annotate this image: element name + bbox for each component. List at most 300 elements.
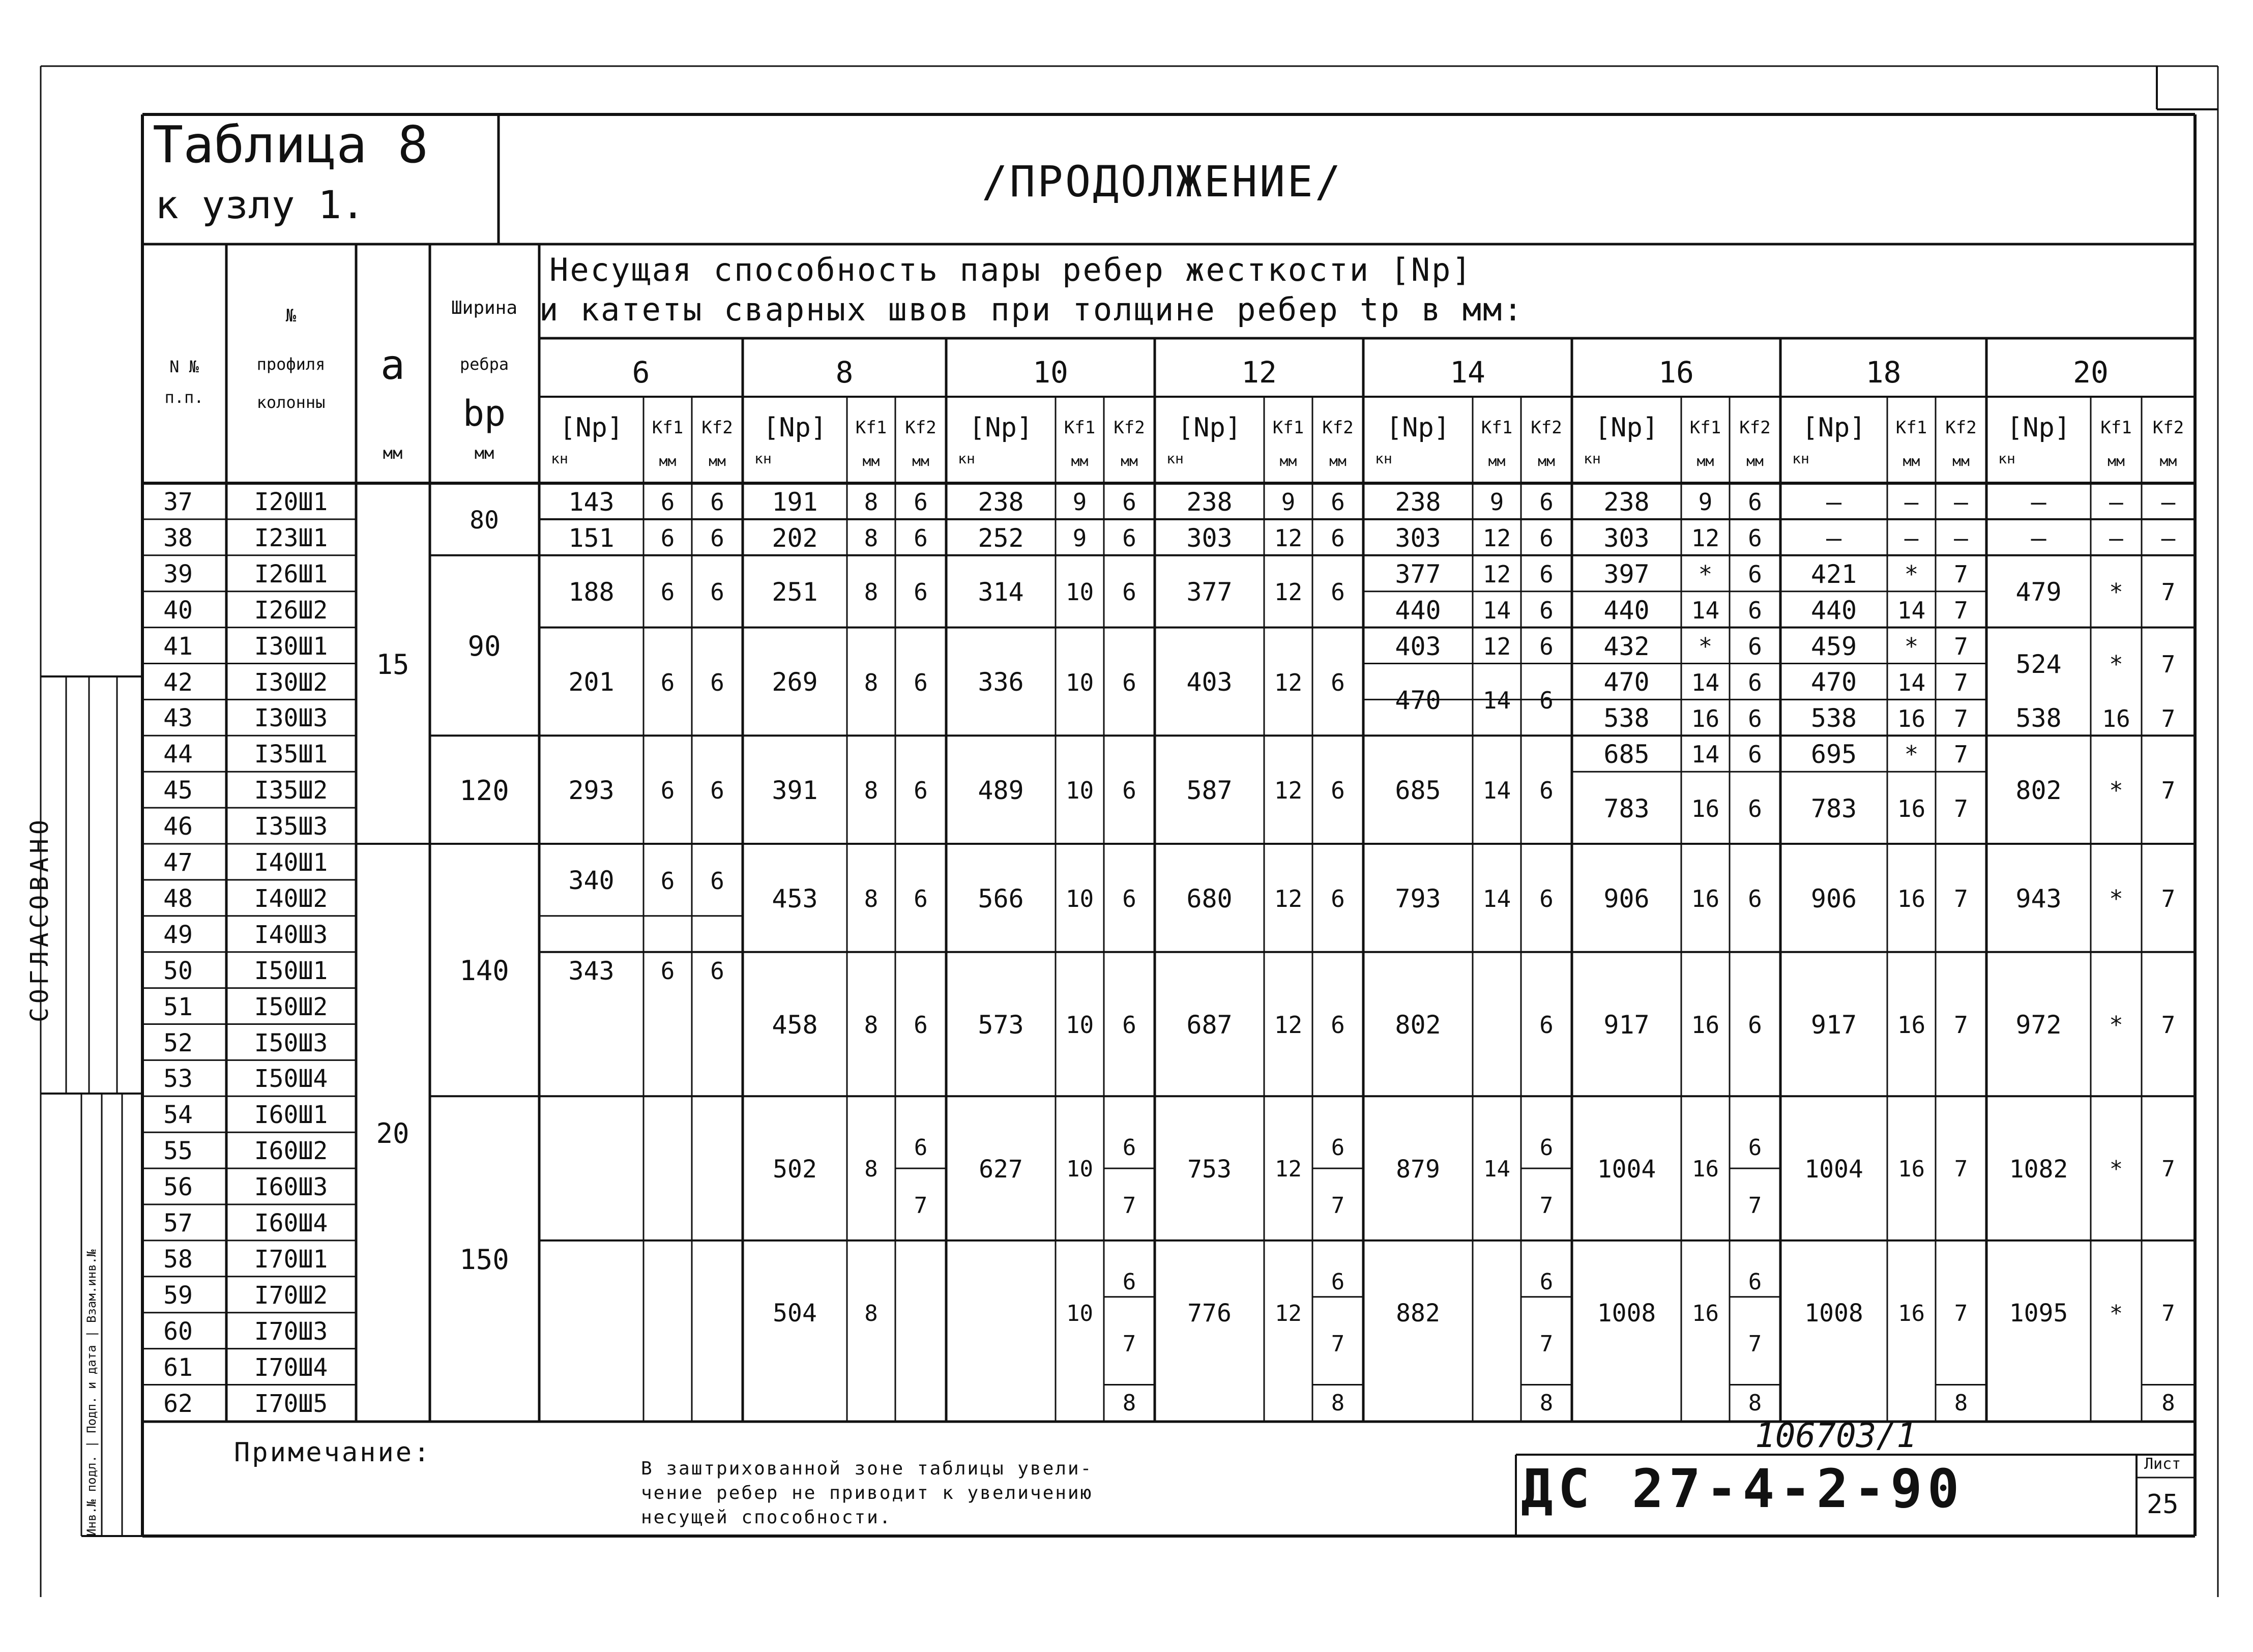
cell-value: 7 [1954,1011,1968,1039]
cell-value: * [2109,777,2123,805]
kf2-value: 7 [1122,1192,1136,1219]
kf1-header: Kf1 [1064,418,1096,438]
width-header: Ширина [451,298,518,319]
row-profile: I60Ш2 [254,1137,328,1166]
kf2-value: 6 [1122,1268,1136,1295]
cell-value: 16 [1897,885,1926,913]
cell-value: * [1698,560,1713,588]
cell-value: 8 [864,524,879,552]
cell-value: 16 [1691,704,1720,732]
thickness-header: 12 [1241,355,1277,390]
np-header: [Nр] [559,412,624,444]
kf2-value: 8 [1954,1390,1968,1417]
cell-value: 293 [568,776,615,806]
kf1-unit: мм [862,452,880,469]
cell-value: 8 [864,578,879,606]
cell-value: 6 [914,668,928,696]
width-unit: мм [474,444,494,463]
cell-value: — [2161,524,2176,552]
kf2-value: 6 [914,1135,928,1161]
a-value: 20 [376,1117,409,1149]
cell-value: 6 [1748,885,1762,913]
cell-value: 479 [2015,577,2062,607]
cell-value: 906 [1810,883,1857,913]
cell-value: 16 [1898,1300,1925,1326]
kf1-header: Kf1 [1481,418,1513,438]
cell-value: 14 [1482,596,1511,624]
cell-value: 6 [1122,1011,1136,1039]
cell-value: 6 [710,957,724,985]
cell-value: 6 [1122,777,1136,805]
cell-value: 10 [1065,885,1094,913]
cell-value: 7 [2161,578,2176,606]
cell-value: 10 [1065,578,1094,606]
cell-value: 12 [1482,560,1511,588]
np-header: [Nр] [763,412,827,444]
kf2-value: 6 [1748,1135,1762,1161]
cell-value: 6 [1331,524,1345,552]
cell-value: 502 [773,1155,817,1184]
kf1-unit: мм [1279,452,1297,469]
kf1-unit: мм [1903,452,1920,469]
np-header: [Nр] [1802,412,1866,444]
cell-value: 238 [1395,487,1441,517]
cell-value: 16 [1691,794,1720,822]
cell-value: 6 [660,578,675,606]
profile-header: № [285,306,297,327]
cell-value: 377 [1395,559,1441,589]
cell-value: 906 [1603,883,1650,913]
row-number: 47 [163,848,193,877]
cell-value: 16 [1898,1156,1925,1182]
cell-value: 14 [1897,668,1926,696]
cell-value: 314 [978,577,1024,607]
cell-value: 303 [1603,523,1650,553]
cell-value: * [1904,560,1919,588]
row-number: 60 [163,1317,193,1346]
row-number: 61 [163,1353,193,1382]
cell-value: 7 [2161,651,2176,678]
kf2-value: 6 [1539,1135,1554,1161]
row-number: 45 [163,776,193,805]
cell-value: 10 [1065,1011,1094,1039]
cell-value: 6 [1331,578,1345,606]
kf2-value: 8 [1331,1390,1345,1417]
cell-value: 458 [772,1010,818,1040]
row-profile: I35Ш3 [254,812,328,841]
cell-value: 7 [1954,632,1968,660]
profile-header: профиля [256,355,326,374]
cell-value: 201 [568,667,615,697]
cell-value: 8 [864,1300,878,1326]
cell-value: 440 [1603,595,1650,625]
cell-value: 685 [1603,740,1650,770]
cell-value: 8 [864,1156,878,1182]
row-profile: I70Ш3 [254,1317,328,1346]
cell-value: 6 [914,885,928,913]
np-header: [Nр] [1386,412,1450,444]
cell-value: 8 [864,885,879,913]
sheet-number: 25 [2147,1489,2179,1520]
cell-value: 14 [1482,777,1511,805]
cell-value: 6 [1748,668,1762,696]
row-profile: I50Ш2 [254,992,328,1021]
row-number: 37 [163,488,193,517]
cell-value: — [1954,488,1968,516]
cell-value: 538 [1810,703,1857,733]
row-profile: I30Ш1 [254,632,328,661]
kf2-value: 7 [914,1192,928,1219]
kf1-header: Kf1 [2100,418,2132,438]
cell-value: 6 [660,867,675,895]
cell-value: 343 [568,956,615,986]
cell-value: 6 [1539,777,1554,805]
cell-value: 573 [978,1010,1024,1040]
cell-value: — [1904,488,1919,516]
row-number: 51 [163,992,193,1021]
cell-value: 340 [568,866,615,896]
row-number-header: N № [169,357,199,377]
cell-value: 538 [2015,703,2062,733]
row-profile: I35Ш1 [254,740,328,769]
cell-value: 303 [1186,523,1233,553]
cell-value: 972 [2015,1010,2062,1040]
cell-value: 8 [864,668,879,696]
cell-value: 6 [914,488,928,516]
cell-value: 6 [1539,560,1554,588]
cell-value: 538 [1603,703,1650,733]
row-number: 38 [163,523,193,552]
cell-value: 6 [914,777,928,805]
cell-value: 7 [1954,741,1968,769]
cell-value: 1004 [1804,1155,1863,1184]
kf1-unit: мм [1488,452,1506,469]
np-header: [Nр] [2006,412,2071,444]
row-number: 39 [163,559,193,588]
cell-value: 10 [1066,1156,1093,1182]
cell-value: 802 [2015,776,2062,806]
kf2-unit: мм [912,452,929,469]
document-code: ДС 27-4-2-90 [1521,1458,1965,1520]
cell-value: 470 [1395,685,1441,715]
cell-value: 403 [1186,667,1233,697]
cell-value: 12 [1275,1300,1302,1326]
kf1-unit: мм [659,452,677,469]
cell-value: 191 [772,487,818,517]
cell-value: 6 [710,777,724,805]
kf2-value: 6 [1539,1268,1554,1295]
cell-value: 6 [1748,596,1762,624]
cell-value: — [2031,487,2046,517]
cell-value: 14 [1691,596,1720,624]
cell-value: 238 [1186,487,1233,517]
row-profile: I40Ш2 [254,884,328,913]
kf1-header: Kf1 [1895,418,1927,438]
cell-value: 12 [1482,524,1511,552]
row-number: 62 [163,1389,193,1418]
cell-value: 6 [1539,1011,1554,1039]
cell-value: 6 [1331,885,1345,913]
row-profile: I40Ш3 [254,920,328,949]
row-number: 48 [163,884,193,913]
row-number: 41 [163,632,193,661]
cell-value: 8 [864,1011,879,1039]
kf2-value: 7 [1122,1331,1136,1358]
cell-value: 16 [1897,704,1926,732]
kf2-unit: мм [2159,452,2177,469]
thickness-header: 18 [1865,355,1901,390]
row-profile: I30Ш3 [254,704,328,733]
row-profile: I50Ш3 [254,1028,328,1057]
cell-value: 303 [1395,523,1441,553]
cell-value: 12 [1275,1156,1302,1182]
cell-value: 783 [1810,793,1857,823]
kf2-value: 8 [1748,1390,1762,1417]
cell-value: 7 [2161,1300,2175,1326]
cell-value: — [1826,523,1842,553]
cell-value: 687 [1186,1010,1233,1040]
cell-value: 6 [710,668,724,696]
np-unit: кн [1792,450,1809,467]
cell-value: 1008 [1597,1299,1656,1328]
cell-value: 6 [1122,488,1136,516]
cell-value: 336 [978,667,1024,697]
kf1-header: Kf1 [1689,418,1721,438]
row-number: 46 [163,812,193,841]
cell-value: 6 [1539,632,1554,660]
row-number: 42 [163,668,193,697]
cell-value: — [2031,523,2046,553]
cell-value: 6 [1748,794,1762,822]
cell-value: 7 [1954,885,1968,913]
cell-value: 459 [1810,631,1857,661]
row-profile: I26Ш2 [254,596,328,625]
kf2-header: Kf2 [1945,418,1977,438]
cell-value: 8 [864,777,879,805]
row-number: 43 [163,704,193,733]
cell-value: 9 [1489,488,1504,516]
kf2-value: 7 [1331,1331,1345,1358]
cell-value: 6 [1748,560,1762,588]
kf2-unit: мм [1329,452,1347,469]
cell-value: 12 [1274,1011,1303,1039]
cell-value: 6 [914,1011,928,1039]
cell-value: 7 [1954,704,1968,732]
row-profile: I35Ш2 [254,776,328,805]
kf2-value: 7 [1539,1192,1554,1219]
kf2-header: Kf2 [1322,418,1354,438]
inventory-number: 106703/1 [1755,1416,1917,1455]
cell-value: 269 [772,667,818,697]
cell-value: 587 [1186,776,1233,806]
note-text-line3: несущей способности. [641,1507,892,1528]
cell-value: 6 [1122,578,1136,606]
cell-value: 14 [1691,741,1720,769]
cell-value: 9 [1072,488,1087,516]
cell-value: 14 [1691,668,1720,696]
cell-value: 377 [1186,577,1233,607]
kf2-unit: мм [1121,452,1138,469]
cell-value: 627 [979,1155,1023,1184]
cell-value: 1004 [1597,1155,1656,1184]
np-unit: кн [754,450,772,467]
cell-value: 524 [2015,650,2062,679]
kf1-unit: мм [2108,452,2125,469]
cell-value: 251 [772,577,818,607]
cell-value: 7 [1954,794,1968,822]
width-value: 140 [459,955,509,987]
cell-value: 14 [1482,687,1511,715]
cell-value: 489 [978,776,1024,806]
kf2-unit: мм [1538,452,1555,469]
cell-value: 391 [772,776,818,806]
cell-value: 6 [1748,524,1762,552]
cell-value: 685 [1395,776,1441,806]
cell-value: 695 [1810,740,1857,770]
cell-value: — [1826,487,1842,517]
row-profile: I70Ш4 [254,1353,328,1382]
cell-value: 6 [1331,1011,1345,1039]
table-caption-line1: Несущая способность пары ребер жесткости [Nр] [549,251,1473,288]
np-header: [Nр] [969,412,1033,444]
cell-value: 6 [1748,488,1762,516]
kf1-header: Kf1 [1272,418,1304,438]
continuation-title: /ПРОДОЛЖЕНИЕ/ [982,157,1343,206]
cell-value: — [2109,524,2123,552]
cell-value: 6 [1748,632,1762,660]
cell-value: 753 [1187,1155,1232,1184]
cell-value: 238 [1603,487,1650,517]
row-profile: I23Ш1 [254,523,328,552]
row-profile: I20Ш1 [254,488,328,517]
cell-value: 12 [1274,524,1303,552]
a-value: 15 [376,648,409,681]
row-profile: I26Ш1 [254,559,328,588]
cell-value: 7 [1954,560,1968,588]
kf2-value: 7 [1331,1192,1345,1219]
cell-value: 12 [1274,885,1303,913]
cell-value: 6 [1331,488,1345,516]
cell-value: 397 [1603,559,1650,589]
cell-value: 12 [1274,777,1303,805]
kf2-value: 6 [1331,1135,1345,1161]
kf2-value: 8 [1122,1390,1136,1417]
node-label: к узлу 1. [155,182,365,227]
cell-value: 10 [1065,668,1094,696]
cell-value: 6 [1748,741,1762,769]
kf1-header: Kf1 [855,418,887,438]
thickness-header: 8 [835,355,854,390]
row-profile: I30Ш2 [254,668,328,697]
note-text-line1: В заштрихованной зоне таблицы увели- [641,1458,1093,1479]
cell-value: 6 [660,524,675,552]
cell-value: 16 [1692,1300,1719,1326]
cell-value: 7 [2161,885,2176,913]
np-unit: кн [1166,450,1184,467]
cell-value: 7 [2161,1011,2176,1039]
kf2-unit: мм [1746,452,1764,469]
cell-value: 6 [1539,596,1554,624]
profile-header: колонны [256,393,326,412]
cell-value: 6 [660,777,675,805]
cell-value: 6 [1331,777,1345,805]
kf2-header: Kf2 [701,418,733,438]
cell-value: 470 [1810,667,1857,697]
row-number: 53 [163,1065,193,1094]
kf2-header: Kf2 [1114,418,1145,438]
cell-value: 14 [1897,596,1926,624]
cell-value: 1095 [2009,1299,2068,1328]
cell-value: 9 [1072,524,1087,552]
table-caption-line2: и катеты сварных швов при толщине ребер tр в мм: [539,291,1524,328]
cell-value: — [2109,488,2123,516]
cell-value: 8 [864,488,879,516]
row-number: 59 [163,1281,193,1310]
cell-value: 7 [2161,1156,2175,1182]
cell-value: 470 [1603,667,1650,697]
cell-value: 16 [1691,885,1720,913]
row-number: 52 [163,1028,193,1057]
cell-value: 680 [1186,883,1233,913]
cell-value: 6 [710,524,724,552]
cell-value: 12 [1274,578,1303,606]
np-unit: кн [958,450,975,467]
kf2-value: 7 [1748,1331,1762,1358]
cell-value: 403 [1395,631,1441,661]
kf2-header: Kf2 [1531,418,1562,438]
np-unit: кн [1375,450,1392,467]
cell-value: * [2109,1300,2123,1326]
width-value: 150 [459,1243,509,1276]
cell-value: 440 [1810,595,1857,625]
agreed-label: СОГЛАСОВАНО [25,816,54,1022]
cell-value: 16 [1897,794,1926,822]
thickness-header: 6 [632,355,650,390]
row-number: 57 [163,1209,193,1238]
cell-value: 10 [1065,777,1094,805]
cell-value: 7 [1954,668,1968,696]
cell-value: 252 [978,523,1024,553]
width-header: ребра [459,355,509,374]
cell-value: 7 [1954,596,1968,624]
row-profile: I70Ш1 [254,1245,328,1274]
thickness-header: 14 [1450,355,1485,390]
cell-value: 202 [772,523,818,553]
cell-value: 793 [1395,883,1441,913]
cell-value: 6 [660,668,675,696]
kf2-value: 8 [1539,1390,1554,1417]
cell-value: * [1698,632,1713,660]
note-text-line2: чение ребер не приводит к увеличению [641,1483,1093,1503]
np-unit: кн [1998,450,2015,467]
cell-value: 6 [660,488,675,516]
cell-value: 566 [978,883,1024,913]
cell-value: 151 [568,523,615,553]
row-number: 54 [163,1101,193,1130]
cell-value: 16 [2102,704,2130,732]
a-header: а [380,341,405,389]
cell-value: 6 [1539,687,1554,715]
cell-value: 7 [1954,1300,1968,1326]
row-number: 49 [163,920,193,949]
cell-value: * [2109,1156,2123,1182]
row-number: 50 [163,956,193,985]
width-value: 90 [467,630,501,663]
kf2-value: 7 [1539,1331,1554,1358]
cell-value: * [2109,578,2123,606]
cell-value: * [2109,651,2123,678]
np-unit: кн [1584,450,1601,467]
